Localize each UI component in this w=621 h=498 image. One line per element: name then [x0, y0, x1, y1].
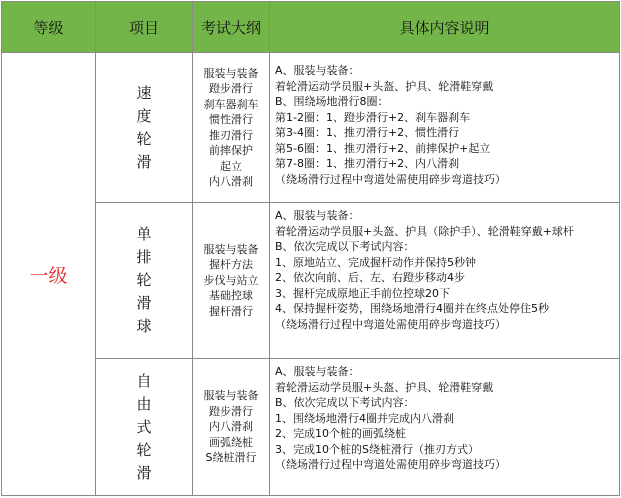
- detail-line: 3、完成10个桩的S绕桩滑行（推刃方式）: [275, 442, 479, 456]
- outline-line: 起立: [220, 159, 242, 173]
- header-item: 项目: [96, 2, 193, 53]
- outline-cell: [193, 359, 270, 496]
- detail-line: （绕场滑行过程中弯道处需使用碎步弯道技巧）: [275, 172, 506, 186]
- outline-line: 画弧绕桩: [209, 435, 253, 449]
- item-name: 单排轮滑球: [136, 225, 152, 335]
- header-level: 等级: [2, 2, 96, 53]
- outline-line: 蹬步滑行: [209, 82, 253, 95]
- outline-line: 握杆方法: [209, 258, 253, 272]
- detail-cell: [270, 53, 620, 203]
- detail-line: 2、完成10个桩的画弧绕桩: [275, 427, 406, 440]
- level-cell: 一级: [2, 53, 96, 496]
- item-name: 速度轮滑: [136, 83, 152, 171]
- detail-line: B、依次完成以下考试内容：: [275, 396, 415, 409]
- outline-line: 服装与装备: [203, 389, 259, 403]
- outline-line: 步伐与站立: [203, 273, 259, 287]
- outline-line: 推刃滑行: [209, 128, 253, 142]
- detail-line: （绕场滑行过程中弯道处需使用碎步弯道技巧）: [275, 458, 506, 471]
- outline-line: 蹬步滑行: [209, 404, 253, 418]
- outline-line: 惯性滑行: [209, 113, 253, 126]
- outline-line: 服装与装备: [203, 66, 259, 80]
- detail-line: 着轮滑运动学员服+头盔、护具（除护手）、轮滑鞋穿戴+球杆: [275, 224, 574, 238]
- detail-line: 1、围绕场地滑行4圈并完成内八滑刹: [275, 411, 454, 425]
- detail-line: 2、依次向前、后、左、右蹬步移动4步: [275, 271, 465, 284]
- detail-cell: [270, 203, 620, 359]
- outline-line: 内八滑刹: [209, 420, 253, 434]
- outline-line: 服装与装备: [203, 242, 259, 256]
- outline-line: 前摔保护: [209, 144, 253, 157]
- detail-line: 第5-6圈：1、推刃滑行+2、前摔保护+起立: [275, 141, 491, 155]
- item-cell: [96, 53, 193, 203]
- detail-line: 1、原地站立、完成握杆动作并保持5秒钟: [275, 255, 476, 269]
- outline-cell: [193, 203, 270, 359]
- item-cell: [96, 203, 193, 359]
- detail-line: A、服装与装备：: [275, 365, 360, 378]
- detail-line: 着轮滑运动学员服+头盔、护具、轮滑鞋穿戴: [275, 79, 494, 93]
- detail-line: 第7-8圈：1、推刃滑行+2、内八滑刹: [275, 157, 460, 170]
- item-cell: [96, 359, 193, 496]
- detail-line: 第1-2圈：1、蹬步滑行+2、刹车器刹车: [275, 110, 471, 124]
- outline-line: 刹车器刹车: [203, 97, 259, 111]
- header-detail: 具体内容说明: [270, 2, 620, 53]
- header-outline: 考试大纲: [193, 2, 270, 53]
- outline-cell: [193, 53, 270, 203]
- detail-line: B、依次完成以下考试内容：: [275, 240, 415, 253]
- outline-line: 基础控球: [209, 289, 253, 303]
- exam-table: [1, 1, 620, 496]
- outline-line: 内八滑刹: [209, 175, 253, 188]
- outline-line: S绕桩滑行: [205, 451, 257, 465]
- item-name: 自由式轮滑: [136, 371, 152, 482]
- detail-cell: [270, 359, 620, 496]
- header-row: [2, 2, 620, 53]
- detail-line: A、服装与装备：: [275, 64, 360, 77]
- outline-line: 握杆滑行: [209, 304, 253, 318]
- table-row: [2, 53, 620, 203]
- detail-line: 第3-4圈：1、推刃滑行+2、惯性滑行: [275, 126, 460, 139]
- detail-line: 3、握杆完成原地正手前位控球20下: [275, 286, 450, 300]
- detail-line: （绕场滑行过程中弯道处需使用碎步弯道技巧）: [275, 317, 506, 331]
- detail-line: A、服装与装备：: [275, 209, 360, 222]
- detail-line: B、围绕场地滑行8圈：: [275, 95, 389, 108]
- detail-line: 着轮滑运动学员服+头盔、护具、轮滑鞋穿戴: [275, 380, 494, 394]
- detail-line: 4、保持握杆姿势，围绕场地滑行4圈并在终点处停住5秒: [275, 302, 549, 315]
